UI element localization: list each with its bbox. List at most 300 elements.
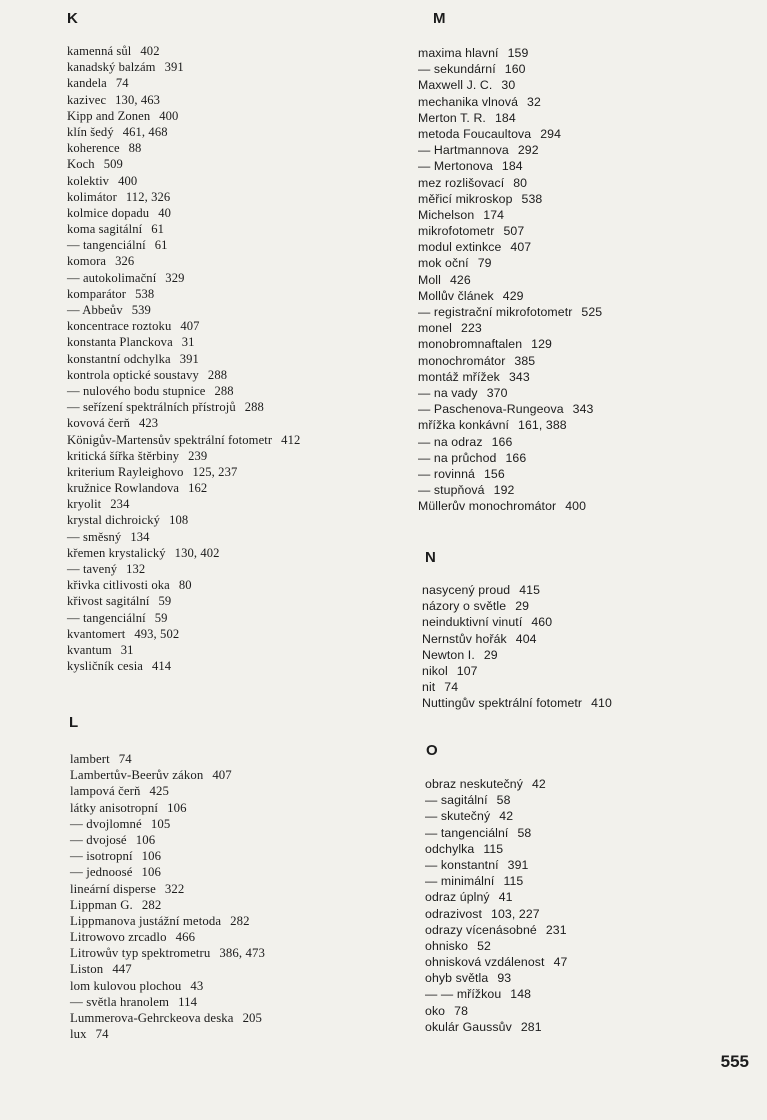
index-page-refs: 234 bbox=[110, 497, 130, 512]
index-entry bbox=[418, 336, 602, 352]
index-entry bbox=[418, 175, 602, 191]
index-page-refs: 58 bbox=[517, 825, 532, 840]
index-entry bbox=[425, 889, 567, 905]
index-page-refs: 74 bbox=[95, 1027, 109, 1042]
index-page-refs: 414 bbox=[152, 659, 172, 674]
index-term: kvantomert bbox=[67, 626, 126, 641]
index-term: maxima hlavní bbox=[418, 46, 499, 60]
index-term: ohnisková vzdálenost bbox=[425, 955, 545, 970]
index-page-refs: 460 bbox=[531, 615, 553, 630]
index-entry bbox=[67, 205, 300, 221]
index-entry bbox=[425, 1019, 567, 1035]
index-page-refs: 423 bbox=[139, 416, 159, 431]
index-page-refs: 407 bbox=[510, 240, 532, 255]
index-term: kandela bbox=[67, 76, 107, 91]
index-page-refs: 166 bbox=[505, 450, 527, 465]
index-page-refs: 112, 326 bbox=[125, 189, 171, 204]
index-entry bbox=[425, 938, 567, 954]
index-term: — dvojosé bbox=[70, 832, 127, 847]
index-term: kamenná sůl bbox=[67, 44, 132, 58]
index-page-refs: 58 bbox=[496, 793, 511, 808]
index-entry bbox=[67, 626, 300, 642]
index-term: obraz neskutečný bbox=[425, 777, 523, 791]
index-page-refs: 391 bbox=[507, 857, 529, 872]
index-page-refs: 343 bbox=[508, 369, 530, 384]
index-term: lampová čerň bbox=[70, 784, 141, 799]
index-page-refs: 281 bbox=[520, 1019, 542, 1034]
index-term: kanadský balzám bbox=[67, 60, 156, 75]
index-term: Newton I. bbox=[422, 647, 475, 662]
index-entry bbox=[67, 270, 300, 286]
index-term: Koch bbox=[67, 157, 95, 172]
index-column-o bbox=[425, 776, 567, 1035]
index-page-refs: 61 bbox=[154, 238, 168, 253]
index-page-refs: 231 bbox=[545, 922, 567, 937]
index-term: kryolit bbox=[67, 497, 102, 512]
index-entry bbox=[425, 792, 567, 808]
index-entry bbox=[425, 906, 567, 922]
index-term: — nulového bodu stupnice bbox=[67, 383, 206, 398]
index-term: Lambertův-Beerův zákon bbox=[70, 768, 204, 783]
index-entry bbox=[70, 800, 265, 816]
index-term: Maxwell J. C. bbox=[418, 78, 493, 93]
index-entry bbox=[425, 808, 567, 824]
index-term: — na odraz bbox=[418, 434, 483, 449]
index-page-refs: 108 bbox=[169, 513, 189, 528]
index-term: kovová čerň bbox=[67, 416, 130, 431]
index-entry bbox=[422, 631, 612, 647]
index-entry bbox=[418, 482, 602, 498]
index-term: Michelson bbox=[418, 207, 475, 222]
index-term: kolmice dopadu bbox=[67, 205, 150, 220]
index-term: — — mřížkou bbox=[425, 987, 502, 1002]
index-page-refs: 429 bbox=[502, 288, 524, 303]
index-entry bbox=[67, 610, 300, 626]
index-term: mok oční bbox=[418, 256, 469, 271]
index-entry bbox=[67, 367, 300, 383]
page-number: 555 bbox=[720, 1052, 749, 1071]
index-entry bbox=[67, 577, 300, 593]
index-page-refs: 329 bbox=[165, 270, 185, 285]
index-page-refs: 80 bbox=[513, 175, 528, 190]
index-entry bbox=[418, 288, 602, 304]
index-entry bbox=[70, 945, 265, 961]
index-entry bbox=[418, 126, 602, 142]
index-entry bbox=[67, 140, 300, 156]
index-entry bbox=[70, 832, 265, 848]
index-term: křivost sagitální bbox=[67, 594, 150, 609]
index-term: — isotropní bbox=[70, 849, 133, 864]
index-entry bbox=[67, 43, 300, 59]
index-entry bbox=[70, 897, 265, 913]
index-term: montáž mřížek bbox=[418, 369, 500, 384]
index-term: ohyb světla bbox=[425, 971, 489, 986]
index-page-refs: 174 bbox=[483, 207, 505, 222]
index-entry bbox=[425, 970, 567, 986]
index-term: lineární disperse bbox=[70, 881, 156, 896]
index-page-refs: 539 bbox=[131, 303, 151, 317]
index-term: Nernstův hořák bbox=[422, 631, 507, 646]
index-entry bbox=[67, 286, 300, 302]
index-term: měřicí mikroskop bbox=[418, 191, 513, 206]
index-entry bbox=[425, 776, 567, 792]
index-entry bbox=[67, 448, 300, 464]
index-entry bbox=[418, 255, 602, 271]
index-page-refs: 129 bbox=[531, 337, 552, 352]
index-page-refs: 184 bbox=[494, 110, 516, 125]
index-term: — tangenciální bbox=[67, 238, 146, 253]
index-term: — dvojlomné bbox=[70, 816, 142, 831]
index-term: kysličník cesia bbox=[67, 659, 143, 674]
index-entry bbox=[418, 353, 602, 369]
index-page-refs: 292 bbox=[517, 143, 539, 158]
index-page-refs: 166 bbox=[491, 434, 513, 449]
index-term: mez rozlišovací bbox=[418, 175, 505, 190]
index-entry bbox=[418, 142, 602, 158]
index-entry bbox=[418, 498, 602, 514]
index-entry bbox=[418, 304, 602, 320]
index-entry bbox=[67, 237, 300, 253]
index-term: křivka citlivosti oka bbox=[67, 578, 170, 593]
index-term: koncentrace roztoku bbox=[67, 319, 172, 334]
index-entry bbox=[67, 156, 300, 172]
index-entry bbox=[418, 385, 602, 401]
index-entry bbox=[67, 480, 300, 496]
index-page-refs: 447 bbox=[112, 962, 132, 977]
index-page-refs: 525 bbox=[581, 305, 603, 319]
index-term: — autokolimační bbox=[67, 270, 157, 285]
index-entry bbox=[418, 450, 602, 466]
index-page-refs: 32 bbox=[527, 94, 541, 109]
index-page-refs: 105 bbox=[150, 816, 171, 831]
index-entry bbox=[70, 1010, 265, 1026]
index-entry bbox=[425, 1003, 567, 1019]
index-term: komparátor bbox=[67, 286, 127, 301]
index-term: nasycený proud bbox=[422, 583, 511, 597]
index-page-refs: 31 bbox=[120, 642, 134, 657]
index-term: monochromátor bbox=[418, 353, 506, 368]
index-page-refs: 31 bbox=[181, 335, 195, 350]
index-entry bbox=[67, 561, 300, 577]
index-term: kolektiv bbox=[67, 173, 110, 188]
index-entry bbox=[418, 207, 602, 223]
index-entry bbox=[422, 647, 612, 663]
index-term: — Paschenova-Rungeova bbox=[418, 402, 564, 417]
index-page-refs: 156 bbox=[483, 466, 505, 481]
index-page-refs: 30 bbox=[501, 78, 516, 93]
index-entry bbox=[67, 92, 300, 108]
index-term: Liston bbox=[70, 962, 104, 977]
index-page-refs: 74 bbox=[118, 752, 132, 766]
section-heading-m: M bbox=[433, 10, 446, 27]
index-term: — sekundární bbox=[418, 62, 496, 77]
index-column-m bbox=[418, 45, 602, 514]
index-entry bbox=[67, 464, 300, 480]
index-term: Müllerův monochromátor bbox=[418, 499, 557, 514]
index-term: — rovinná bbox=[418, 466, 475, 481]
index-entry bbox=[67, 529, 300, 545]
index-term: odrazivost bbox=[425, 906, 483, 921]
index-term: koherence bbox=[67, 141, 120, 156]
index-entry bbox=[418, 94, 602, 110]
index-page-refs: 407 bbox=[180, 319, 200, 334]
index-term: — na vady bbox=[418, 385, 478, 400]
index-entry bbox=[425, 954, 567, 970]
index-page-refs: 115 bbox=[483, 841, 504, 856]
index-entry bbox=[67, 221, 300, 237]
index-term: monel bbox=[418, 321, 452, 336]
index-entry bbox=[70, 929, 265, 945]
index-page-refs: 400 bbox=[565, 499, 587, 514]
index-term: Merton T. R. bbox=[418, 110, 486, 125]
index-page-refs: 239 bbox=[188, 448, 208, 463]
index-page-refs: 288 bbox=[207, 367, 228, 382]
index-entry bbox=[418, 158, 602, 174]
index-entry bbox=[67, 432, 300, 448]
index-page-refs: 402 bbox=[140, 44, 160, 58]
index-term: konstantní odchylka bbox=[67, 351, 171, 366]
index-page-refs: 343 bbox=[572, 402, 594, 417]
index-column-l bbox=[70, 751, 265, 1042]
index-page-refs: 538 bbox=[521, 191, 543, 206]
index-entry bbox=[67, 383, 300, 399]
index-page-refs: 115 bbox=[503, 874, 524, 889]
index-page-refs: 400 bbox=[159, 108, 179, 123]
index-page-refs: 466 bbox=[175, 930, 196, 945]
index-page-refs: 426 bbox=[449, 272, 471, 287]
index-page-refs: 132 bbox=[126, 562, 146, 576]
index-entry bbox=[67, 512, 300, 528]
index-entry bbox=[70, 816, 265, 832]
index-term: — tavený bbox=[67, 562, 118, 576]
index-entry bbox=[67, 593, 300, 609]
index-term: nikol bbox=[422, 663, 448, 678]
index-page-refs: 61 bbox=[151, 222, 164, 237]
index-entry bbox=[67, 173, 300, 189]
index-term: komora bbox=[67, 254, 107, 269]
index-term: klín šedý bbox=[67, 124, 114, 139]
index-term: — Abbeův bbox=[67, 303, 123, 317]
index-term: — na průchod bbox=[418, 450, 497, 465]
index-entry bbox=[425, 986, 567, 1002]
index-entry bbox=[418, 320, 602, 336]
index-entry bbox=[418, 239, 602, 255]
index-term: — směsný bbox=[67, 529, 122, 544]
index-entry bbox=[418, 191, 602, 207]
index-page-refs: 134 bbox=[130, 529, 150, 544]
index-entry bbox=[70, 913, 265, 929]
index-page-refs: 288 bbox=[214, 383, 234, 398]
index-entry bbox=[418, 45, 602, 61]
index-term: Mollův článek bbox=[418, 288, 494, 303]
index-page-refs: 103, 227 bbox=[491, 906, 540, 921]
index-page-refs: 78 bbox=[454, 1003, 469, 1018]
index-entry bbox=[418, 77, 602, 93]
index-term: názory o světle bbox=[422, 599, 507, 614]
index-page-refs: 106 bbox=[167, 800, 187, 815]
index-entry bbox=[70, 961, 265, 977]
index-entry bbox=[70, 864, 265, 880]
index-page-refs: 42 bbox=[499, 809, 514, 824]
index-page-refs: 493, 502 bbox=[134, 626, 180, 641]
index-entry bbox=[70, 881, 265, 897]
index-entry bbox=[67, 124, 300, 140]
index-page-refs: 507 bbox=[503, 224, 525, 239]
index-page-refs: 159 bbox=[507, 46, 529, 60]
index-page-refs: 40 bbox=[158, 205, 171, 220]
index-entry bbox=[70, 978, 265, 994]
index-term: monobromnaftalen bbox=[418, 337, 523, 352]
section-heading-n: N bbox=[425, 549, 436, 566]
index-page-refs: 59 bbox=[154, 610, 168, 625]
index-term: — seřízení spektrálních přístrojů bbox=[67, 400, 236, 415]
index-entry bbox=[67, 75, 300, 91]
index-term: Moll bbox=[418, 272, 441, 287]
index-entry bbox=[67, 318, 300, 334]
index-entry bbox=[425, 825, 567, 841]
index-page-refs: 125, 237 bbox=[192, 464, 238, 479]
index-term: — minimální bbox=[425, 874, 495, 889]
index-entry bbox=[70, 848, 265, 864]
index-entry bbox=[70, 994, 265, 1010]
index-page-refs: 184 bbox=[501, 159, 523, 174]
index-entry bbox=[418, 272, 602, 288]
index-term: Lummerova-Gehrckeova deska bbox=[70, 1011, 234, 1025]
index-term: metoda Foucaultova bbox=[418, 126, 532, 141]
index-term: okulár Gaussův bbox=[425, 1019, 512, 1034]
index-page-refs: 385 bbox=[514, 353, 536, 368]
index-term: — skutečný bbox=[425, 809, 491, 824]
index-entry bbox=[418, 434, 602, 450]
index-page-refs: 160 bbox=[504, 62, 526, 77]
index-page-refs: 538 bbox=[135, 286, 155, 301]
index-page-refs: 107 bbox=[456, 663, 478, 678]
index-entry bbox=[67, 189, 300, 205]
index-entry bbox=[425, 922, 567, 938]
index-term: — tangenciální bbox=[67, 610, 146, 625]
index-page-refs: 386, 473 bbox=[219, 946, 265, 961]
section-heading-k: K bbox=[67, 10, 78, 27]
index-entry bbox=[67, 642, 300, 658]
index-term: — světla hranolem bbox=[70, 994, 170, 1009]
index-term: — Mertonova bbox=[418, 159, 493, 174]
index-page-refs: 42 bbox=[531, 777, 546, 791]
index-term: kritická šířka štěrbiny bbox=[67, 448, 180, 463]
index-page-refs: 326 bbox=[115, 254, 135, 269]
index-page-refs: 74 bbox=[115, 76, 129, 91]
index-column-n bbox=[422, 582, 612, 712]
index-entry bbox=[422, 663, 612, 679]
index-term: Litrowův typ spektrometru bbox=[70, 946, 211, 961]
index-entry bbox=[422, 614, 612, 630]
index-term: Königův-Martensův spektrální fotometr bbox=[67, 432, 273, 447]
index-term: krystal dichroický bbox=[67, 513, 161, 528]
index-column-k bbox=[67, 43, 300, 674]
index-term: neinduktivní vinutí bbox=[422, 615, 523, 630]
section-heading-l: L bbox=[69, 714, 79, 731]
index-entry bbox=[422, 695, 612, 711]
index-term: — registrační mikrofotometr bbox=[418, 305, 573, 319]
index-term: — stupňová bbox=[418, 483, 485, 498]
index-term: kriterium Rayleighovo bbox=[67, 464, 184, 479]
index-term: lambert bbox=[70, 752, 110, 766]
index-page-refs: 88 bbox=[128, 141, 142, 156]
index-page-refs: 400 bbox=[118, 173, 138, 188]
index-entry bbox=[67, 59, 300, 75]
index-term: Nuttingův spektrální fotometr bbox=[422, 696, 583, 711]
index-page-refs: 161, 388 bbox=[518, 418, 567, 433]
index-entry bbox=[425, 857, 567, 873]
index-page-refs: 461, 468 bbox=[122, 124, 168, 139]
index-term: Lippman G. bbox=[70, 897, 133, 912]
index-page-refs: 205 bbox=[242, 1011, 263, 1025]
index-entry bbox=[67, 399, 300, 415]
index-term: Litrowovo zrcadlo bbox=[70, 930, 167, 945]
index-entry bbox=[425, 841, 567, 857]
index-page-refs: 79 bbox=[477, 256, 492, 271]
index-page-refs: 106 bbox=[141, 849, 162, 864]
index-page-refs: 410 bbox=[591, 696, 612, 711]
index-term: oko bbox=[425, 1003, 446, 1018]
index-entry bbox=[70, 1026, 265, 1042]
index-term: kvantum bbox=[67, 642, 112, 657]
index-entry bbox=[67, 351, 300, 367]
index-entry bbox=[422, 582, 612, 598]
index-term: kazivec bbox=[67, 92, 107, 107]
index-page-refs: 282 bbox=[230, 913, 250, 928]
index-page-refs: 391 bbox=[164, 60, 184, 75]
index-page-refs: 106 bbox=[135, 832, 156, 847]
index-term: Lippmanova justážní metoda bbox=[70, 913, 222, 928]
index-entry bbox=[67, 415, 300, 431]
index-term: kolimátor bbox=[67, 189, 117, 204]
index-page-refs: 407 bbox=[212, 768, 232, 783]
index-entry bbox=[418, 61, 602, 77]
index-term: modul extinkce bbox=[418, 240, 502, 255]
index-term: Kipp and Zonen bbox=[67, 108, 151, 123]
index-page-refs: 282 bbox=[141, 897, 162, 912]
index-entry bbox=[70, 783, 265, 799]
index-page-refs: 288 bbox=[244, 400, 264, 415]
index-page-refs: 162 bbox=[188, 481, 208, 496]
index-term: odchylka bbox=[425, 841, 475, 856]
index-term: odraz úplný bbox=[425, 890, 490, 905]
index-term: látky anisotropní bbox=[70, 800, 159, 815]
index-page-refs: 93 bbox=[497, 971, 512, 986]
index-page-refs: 192 bbox=[493, 483, 515, 498]
index-page-refs: 223 bbox=[461, 321, 482, 336]
index-term: — Hartmannova bbox=[418, 143, 509, 158]
index-term: mechanika vlnová bbox=[418, 94, 519, 109]
index-page-refs: 80 bbox=[178, 578, 192, 593]
index-entry bbox=[418, 401, 602, 417]
index-page-refs: 509 bbox=[103, 157, 123, 172]
index-term: koma sagitální bbox=[67, 222, 143, 237]
index-page-refs: 425 bbox=[149, 784, 169, 799]
index-entry bbox=[67, 108, 300, 124]
index-page-refs: 41 bbox=[498, 890, 513, 905]
index-term: ohnisko bbox=[425, 938, 469, 953]
index-page-refs: 114 bbox=[178, 994, 198, 1009]
index-term: — sagitální bbox=[425, 793, 488, 808]
index-page-refs: 370 bbox=[486, 385, 508, 400]
index-page-refs: 59 bbox=[158, 594, 172, 609]
index-term: kružnice Rowlandova bbox=[67, 481, 180, 496]
index-term: lux bbox=[70, 1027, 87, 1042]
index-term: nit bbox=[422, 680, 436, 695]
index-page-refs: 74 bbox=[444, 680, 459, 695]
index-entry bbox=[418, 223, 602, 239]
